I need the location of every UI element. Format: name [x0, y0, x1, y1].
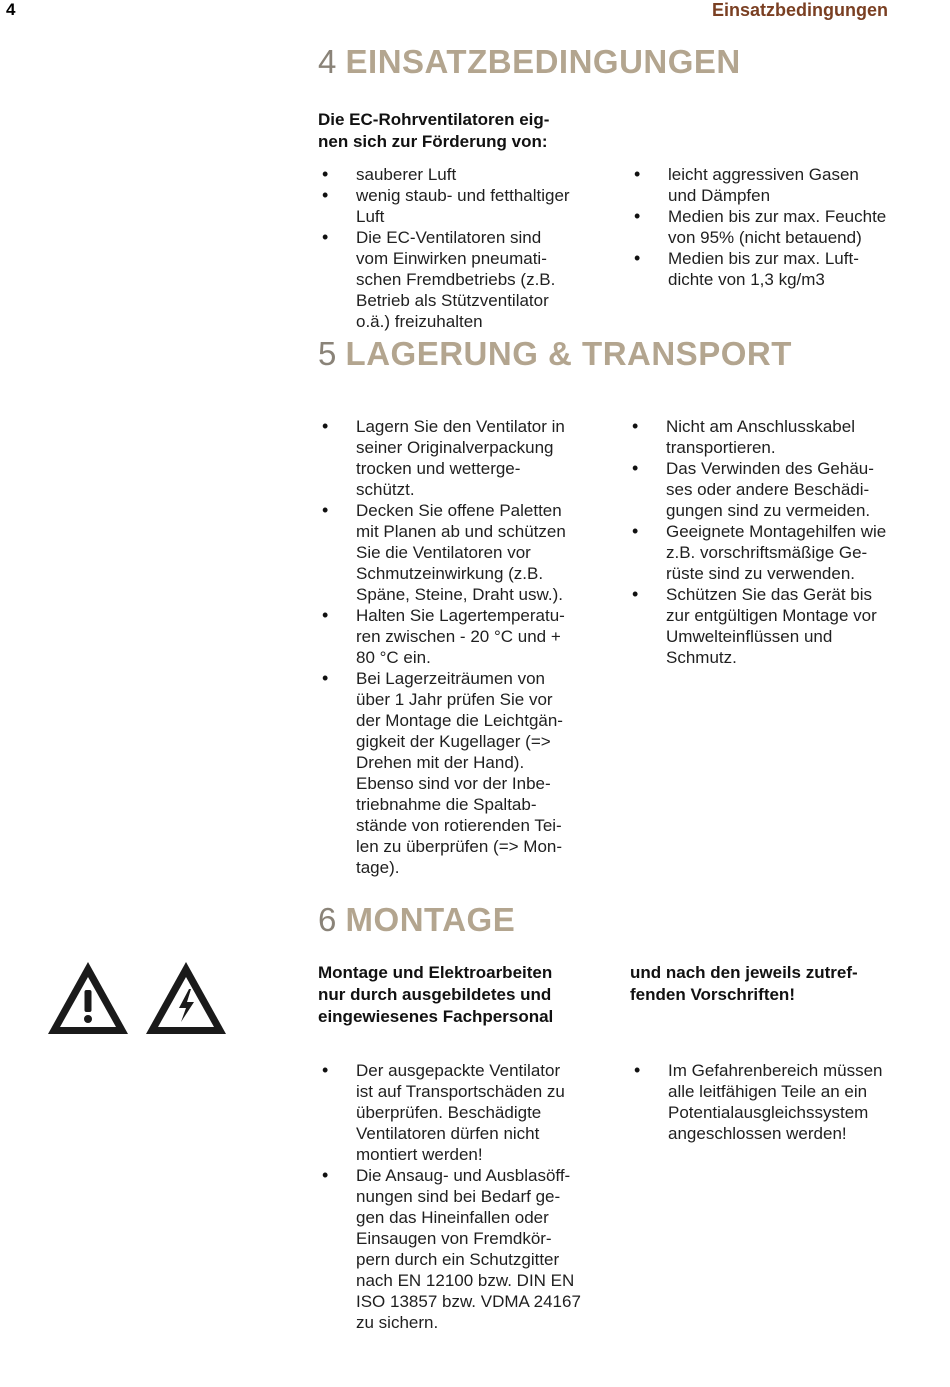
list-item-line: Späne, Steine, Draht usw.). [356, 585, 563, 604]
list-item-line: stände von rotierenden Tei- [356, 816, 562, 835]
list-item [630, 206, 920, 248]
list-item-line: o.ä.) freizuhalten [356, 312, 483, 331]
list-item-line: • Geeignete Montagehilfen wie [666, 522, 887, 541]
list-item-line: triebnahme die Spaltab- [356, 795, 537, 814]
list-item-line: über 1 Jahr prüfen Sie vor [356, 690, 553, 709]
section-heading: LAGERUNG & TRANSPORT [345, 335, 792, 372]
list-item-line: • Medien bis zur max. Luft- [668, 249, 859, 268]
list-item-line: Schmutz. [666, 648, 737, 667]
list-item [628, 584, 928, 668]
list-item-line: vom Einwirken pneumati- [356, 249, 547, 268]
section-4-intro [318, 109, 549, 153]
list-item-line: pern durch ein Schutzgitter [356, 1250, 560, 1269]
list-item-line: mit Planen ab und schützen [356, 522, 566, 541]
list-item-line: • Die Ansaug- und Ausblasöff- [356, 1166, 571, 1185]
section-4-list-left [318, 164, 608, 332]
list-item-line: • wenig staub- und fetthaltiger [356, 186, 570, 205]
list-item [628, 416, 928, 458]
list-item-line: schen Fremdbetriebs (z.B. [356, 270, 556, 289]
list-item-line: überprüfen. Beschädigte [356, 1103, 542, 1122]
list-item-line: zu sichern. [356, 1313, 439, 1332]
intro-line: nur durch ausgebildetes und [318, 985, 552, 1004]
list-item-line: • Decken Sie offene Paletten [356, 501, 562, 520]
list-item-line: seiner Originalverpackung [356, 438, 554, 457]
section-number: 4 [318, 43, 337, 80]
list-item [318, 416, 608, 500]
section-6-list-right [630, 1060, 920, 1144]
list-item-line: • Halten Sie Lagertemperatu- [356, 606, 565, 625]
running-header: Einsatzbedingungen [711, 0, 888, 20]
list-item [318, 500, 608, 605]
list-item-line: Ebenso sind vor der Inbe- [356, 774, 551, 793]
list-item-line: rüste sind zu verwenden. [666, 564, 855, 583]
list-item-line: • Medien bis zur max. Feuchte [668, 207, 887, 226]
list-item-line: tage). [356, 858, 400, 877]
intro-line: fenden Vorschriften! [630, 985, 795, 1004]
list-item [318, 668, 608, 878]
section-5-title [318, 334, 792, 374]
list-item-line: nungen sind bei Bedarf ge- [356, 1187, 561, 1206]
list-item [318, 185, 608, 227]
list-item-line: gungen sind zu vermeiden. [666, 501, 871, 520]
section-number: 6 [318, 901, 337, 938]
list-item-line: Drehen mit der Hand). [356, 753, 525, 772]
list-item-line: Schmutzeinwirkung (z.B. [356, 564, 544, 583]
list-item-line: ses oder andere Beschädi- [666, 480, 870, 499]
list-item [318, 164, 608, 185]
list-item-line: Ventilatoren dürfen nicht [356, 1124, 540, 1143]
section-heading: MONTAGE [345, 901, 516, 938]
list-item-line: und Dämpfen [668, 186, 771, 205]
list-item-line: Betrieb als Stützventilator [356, 291, 549, 310]
list-item-line: Sie die Ventilatoren vor [356, 543, 531, 562]
intro-line: Montage und Elektroarbeiten [318, 963, 553, 982]
list-item-line: • Im Gefahrenbereich müssen [668, 1061, 883, 1080]
section-number: 5 [318, 335, 337, 372]
list-item-line: • leicht aggressiven Gasen [668, 165, 859, 184]
list-item-line: transportieren. [666, 438, 776, 457]
section-6-list-left [318, 1060, 608, 1333]
list-item [630, 1060, 920, 1144]
list-item-line: der Montage die Leichtgän- [356, 711, 563, 730]
list-item-line: Luft [356, 207, 385, 226]
section-4-title [318, 42, 741, 82]
list-item [318, 1165, 608, 1333]
list-item-line: schützt. [356, 480, 415, 499]
list-item-line: von 95% (nicht betauend) [668, 228, 862, 247]
list-item-line: 80 °C ein. [356, 648, 431, 667]
list-item-line: Potentialausgleichssystem [668, 1103, 869, 1122]
list-item-line: • sauberer Luft [356, 165, 457, 184]
list-item-line: • Schützen Sie das Gerät bis [666, 585, 873, 604]
list-item-line: Umwelteinflüssen und [666, 627, 833, 646]
warning-icons [48, 960, 228, 1038]
list-item-line: dichte von 1,3 kg/m3 [668, 270, 825, 289]
electrical-hazard-icon [146, 962, 226, 1034]
list-item-line: Einsaugen von Fremdkör- [356, 1229, 552, 1248]
section-6-intro-right [630, 962, 858, 1006]
list-item [318, 605, 608, 668]
list-item-line: alle leitfähigen Teile an ein [668, 1082, 868, 1101]
section-6-title [318, 900, 515, 940]
list-item-line: angeschlossen werden! [668, 1124, 847, 1143]
list-item-line: • Die EC-Ventilatoren sind [356, 228, 542, 247]
intro-line: nen sich zur Förderung von: [318, 132, 548, 151]
list-item [318, 227, 608, 332]
list-item-line: • Das Verwinden des Gehäu- [666, 459, 874, 478]
section-5-list-left [318, 416, 608, 878]
list-item-line: montiert werden! [356, 1145, 483, 1164]
list-item-line: gen das Hineinfallen oder [356, 1208, 549, 1227]
general-warning-icon [48, 962, 128, 1034]
list-item-line: • Der ausgepackte Ventilator [356, 1061, 561, 1080]
list-item-line: z.B. vorschriftsmäßige Ge- [666, 543, 868, 562]
list-item [630, 248, 920, 290]
intro-line: und nach den jeweils zutref- [630, 963, 858, 982]
list-item-line: ist auf Transportschäden zu [356, 1082, 565, 1101]
list-item-line: zur entgültigen Montage vor [666, 606, 877, 625]
intro-line: Die EC-Rohrventilatoren eig- [318, 110, 550, 129]
list-item-line: • Bei Lagerzeiträumen von [356, 669, 546, 688]
section-6-intro-left [318, 962, 553, 1028]
list-item-line: len zu überprüfen (=> Mon- [356, 837, 563, 856]
section-5-list-right [628, 416, 928, 668]
list-item-line: • Nicht am Anschlusskabel [666, 417, 855, 436]
intro-line: eingewiesenes Fachpersonal [318, 1007, 554, 1026]
list-item [628, 521, 928, 584]
section-4-list-right [630, 164, 920, 290]
list-item-line: trocken und wetterge- [356, 459, 521, 478]
section-heading: EINSATZBEDINGUNGEN [345, 43, 741, 80]
list-item-line: ren zwischen - 20 °C und + [356, 627, 561, 646]
list-item-line: nach EN 12100 bzw. DIN EN [356, 1271, 575, 1290]
list-item [318, 1060, 608, 1165]
list-item [630, 164, 920, 206]
list-item-line: • Lagern Sie den Ventilator in [356, 417, 565, 436]
list-item-line: gigkeit der Kugellager (=> [356, 732, 551, 751]
list-item [628, 458, 928, 521]
page-number: 4 [6, 0, 16, 19]
list-item-line: ISO 13857 bzw. VDMA 24167 [356, 1292, 581, 1311]
